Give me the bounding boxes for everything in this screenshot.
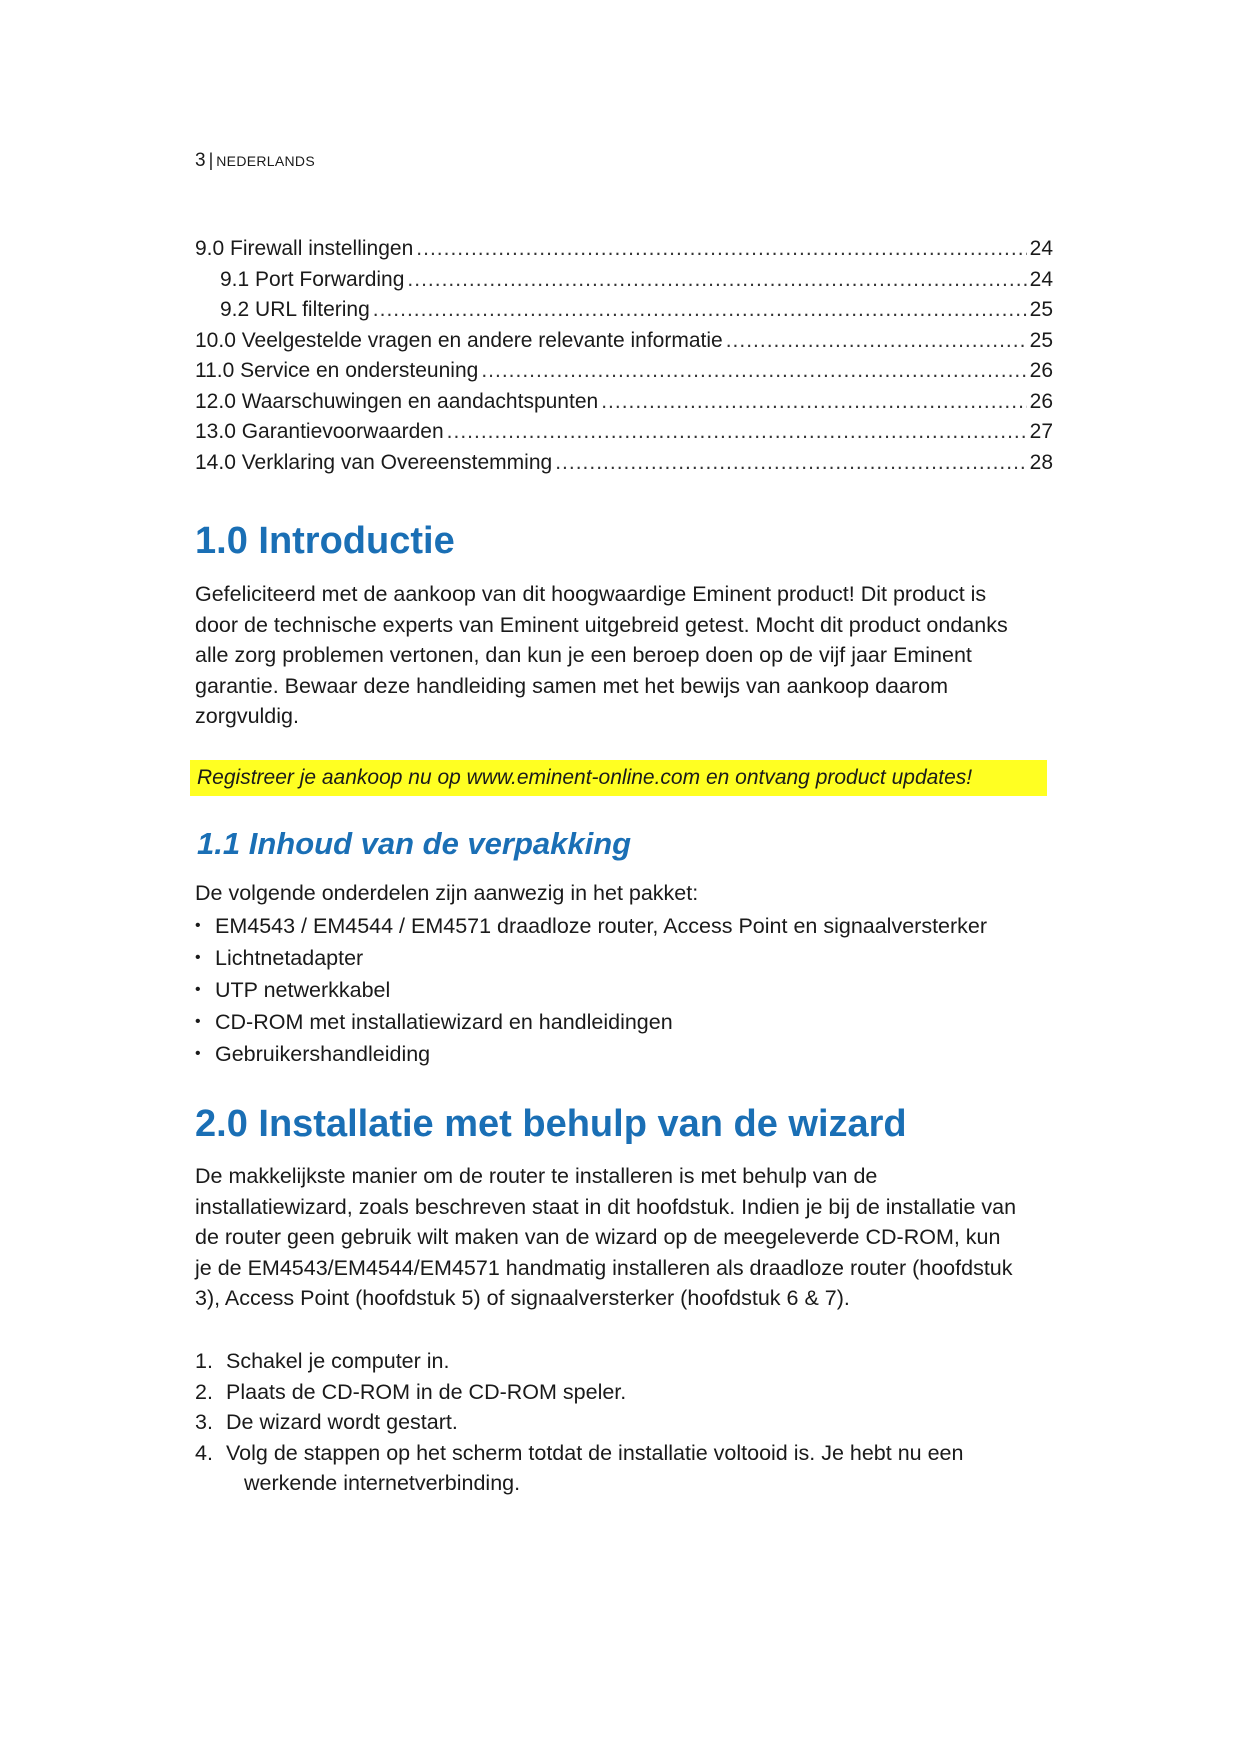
bullet-icon: • [195,949,201,966]
step-text: De wizard wordt gestart. [226,1410,458,1434]
toc-entry[interactable] [195,420,1053,451]
toc-entry[interactable] [195,298,1053,329]
paragraph-line: De makkelijkste manier om de router te installeren is met behulp van de [195,1164,878,1188]
step-item [195,1438,1055,1499]
toc-entry-page: 27 [1029,420,1053,443]
header-language: NEDERLANDS [216,153,315,169]
page-number: 3 [195,150,206,171]
list-item-text: CD-ROM met installatiewizard en handleidingen [215,1009,673,1034]
toc-entry-page: 24 [1029,237,1053,260]
list-item-text: EM4543 / EM4544 / EM4571 draadloze router, Access Point en signaalversterker [215,913,988,938]
package-lead-text: De volgende onderdelen zijn aanwezig in het pakket: [195,881,699,905]
toc-entry-page: 24 [1029,267,1053,291]
install-paragraph [195,1161,1055,1314]
list-item [195,1038,987,1070]
toc-entry[interactable] [195,359,1053,390]
toc-entry[interactable] [195,237,1053,268]
step-item [195,1407,1055,1438]
paragraph-line: 3), Access Point (hoofdstuk 5) of signaalversterker (hoofdstuk 6 & 7). [195,1286,850,1310]
step-number: 1. [195,1349,213,1373]
intro-paragraph [195,579,1055,732]
step-number: 4. [195,1440,213,1465]
paragraph-line: door de technische experts van Eminent uitgebreid getest. Mocht dit product ondanks [195,612,1008,637]
table-of-contents [195,237,1053,481]
toc-entry-title: 10.0 Veelgestelde vragen en andere relevante informatie [195,328,723,352]
bullet-icon: • [195,917,201,934]
toc-leader-dots [601,390,1026,414]
step-text: Schakel je computer in. [226,1349,450,1373]
step-text: Volg de stappen op het scherm totdat de installatie voltooid is. Je hebt nu een [226,1440,964,1465]
toc-entry-page: 28 [1029,450,1053,474]
toc-leader-dots [416,237,1026,261]
toc-entry[interactable] [195,329,1053,360]
toc-entry[interactable] [195,268,1053,299]
paragraph-line: garantie. Bewaar deze handleiding samen met het bewijs van aankoop daarom [195,673,948,698]
toc-entry[interactable] [195,451,1053,482]
list-item-text: Lichtnetadapter [215,945,364,970]
toc-leader-dots [726,329,1027,353]
bullet-icon: • [195,1013,201,1030]
toc-entry-title: 11.0 Service en ondersteuning [195,359,479,382]
toc-entry-title: 9.0 Firewall instellingen [195,237,414,260]
toc-leader-dots [447,420,1027,444]
bullet-icon: • [195,981,201,998]
toc-entry-page: 26 [1029,359,1053,382]
step-number: 3. [195,1410,213,1434]
bullet-icon: • [195,1045,201,1062]
step-item [195,1346,1055,1377]
toc-entry-title: 14.0 Verklaring van Overeenstemming [195,450,553,474]
list-item [195,974,987,1006]
subsection-heading-inhoud: 1.1 Inhoud van de verpakking [197,826,632,861]
paragraph-line: alle zorg problemen vertonen, dan kun je een beroep doen op de vijf jaar Eminent [195,643,972,667]
register-highlight-note: Registreer je aankoop nu op www.eminent-online.com en ontvang product updates! [190,760,1047,796]
package-contents-list [195,910,987,1070]
toc-leader-dots [407,268,1026,292]
toc-leader-dots [481,359,1026,383]
paragraph-line: installatiewizard, zoals beschreven staat in dit hoofdstuk. Indien je bij de installatie van [195,1194,1017,1219]
toc-entry[interactable] [195,390,1053,421]
list-item [195,1006,987,1038]
step-text: Plaats de CD-ROM in de CD-ROM speler. [226,1379,627,1404]
toc-entry-title: 13.0 Garantievoorwaarden [195,420,444,443]
step-text-continuation: werkende internetverbinding. [244,1471,521,1495]
section-heading-introductie: 1.0 Introductie [195,520,455,562]
install-steps-list [195,1346,1055,1499]
list-item [195,942,987,974]
section-heading-installatie: 2.0 Installatie met behulp van de wizard [195,1103,907,1145]
step-number: 2. [195,1379,213,1404]
list-item-text: UTP netwerkkabel [215,977,391,1002]
toc-leader-dots [555,451,1026,475]
list-item-text: Gebruikershandleiding [215,1041,431,1066]
header-separator: | [208,150,214,170]
page-header [195,150,315,172]
toc-entry-title: 9.2 URL filtering [220,298,370,321]
paragraph-line: je de EM4543/EM4544/EM4571 handmatig installeren als draadloze router (hoofdstuk [195,1255,1013,1280]
toc-entry-page: 25 [1029,328,1053,352]
step-item [195,1377,1055,1408]
paragraph-line: de router geen gebruik wilt maken van de wizard op de meegeleverde CD-ROM, kun [195,1225,1001,1249]
toc-entry-page: 26 [1029,389,1053,413]
paragraph-line: Gefeliciteerd met de aankoop van dit hoogwaardige Eminent product! Dit product is [195,582,987,606]
toc-entry-page: 25 [1029,298,1053,321]
toc-leader-dots [373,298,1027,322]
toc-entry-title: 9.1 Port Forwarding [220,267,405,291]
paragraph-line: zorgvuldig. [195,704,299,728]
list-item [195,910,987,942]
toc-entry-title: 12.0 Waarschuwingen en aandachtspunten [195,389,599,413]
